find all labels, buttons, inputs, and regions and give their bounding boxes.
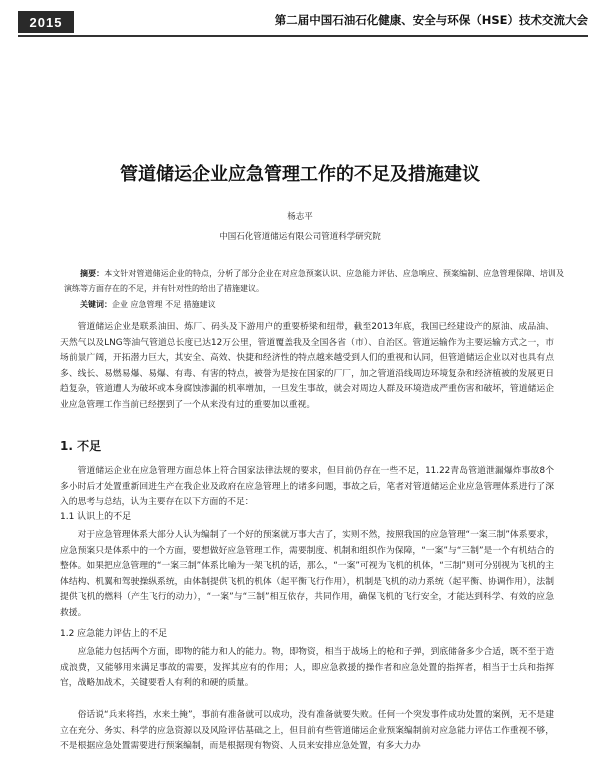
abstract <box>64 266 564 296</box>
abstract-text: 本文针对管道储运企业的特点，分析了部分企业在对应急预案认识、应急能力评估、应急响应、预案编制、应急管理保障、培训及演练等方面存在的不足，并有针对性的给出了措施建议。 <box>64 269 564 293</box>
body-paragraph: 管道储运企业在应急管理方面总体上符合国家法律法规的要求，但目前仍存在一些不足，11.22青岛管道泄漏爆炸事故8个多小时后才处置重新回进生产在我企业及政府在应急管理上的诸多问题，事故之后，笔者对管道储运企业应急管理体系进行了深入的思考与总结，认为主要存在以下方面的不足： <box>60 466 554 508</box>
subsection-heading: 1.1 认识上的不足 <box>60 512 132 522</box>
body-paragraph: 俗话说“兵来将挡，水来土掩”，事前有准备就可以成功，没有准备就要失败。任何一个突发事件成功处置的案例，无不是建立在充分、务实、科学的应急资源以及风险评估基础之上，但目前有些管道储运企业预案编制前对应急能力评估工作重视不够，不是根据应急处置需要进行预案编制，而是根据现有物资、人员来安排应急处置，有多大力办 <box>60 710 554 752</box>
subsection-heading: 1.2 应急能力评估上的不足 <box>60 629 168 639</box>
keywords-text: 企业 应急管理 不足 措施建议 <box>112 300 216 309</box>
article-affiliation: 中国石化管道储运有限公司管道科学研究院 <box>219 232 381 242</box>
body-paragraph: 应急能力包括两个方面，即物的能力和人的能力。物，即物资，相当于战场上的枪和子弹，到底储备多少合适，既不至于造成浪费，又能够用来满足事故的需要，发挥其应有的作用；人，即应急救援的操作者和应急处置的指挥者，相当于士兵和指挥官，战略加战术，关键要看人有利的和硬的质量。 <box>60 647 554 689</box>
running-header-title: 第二届中国石油石化健康、安全与环保（HSE）技术交流大会 <box>274 13 588 27</box>
section-heading: 1. 不足 <box>60 439 102 453</box>
keywords-label: 关键词： <box>80 299 112 309</box>
keywords <box>64 297 564 312</box>
abstract-label: 摘要： <box>80 268 105 278</box>
article-author: 杨志平 <box>287 212 313 222</box>
header-rule <box>18 35 588 37</box>
body-paragraph: 对于应急管理体系大部分人认为编制了一个好的预案就万事大吉了，实则不然，按照我国的应急管理“一案三制”体系要求，应急预案只是体系中的一个方面，要想做好应急管理工作，需要制度、机制和组织作为保障，“一案”与“三制”是一个有机结合的整体。如果把应急管理的“一案三制”体系比喻为一架飞机的话，那么，“一案”可视为飞机的机体，“三制”则可分别视为飞机的主体结构、机翼和驾驶操纵系统，由体制提供飞机的机体（起平衡飞行作用），机制是飞机的动力系统（起平衡、协调作用），法制提供飞机的燃料（产生飞行的动力），“一案”与“三制”相互依存，共同作用，确保飞机的飞行安全，才能达到科学、有效的应急救援。 <box>60 530 554 618</box>
header-year-badge: 2015 <box>18 11 74 33</box>
article-title: 管道储运企业应急管理工作的不足及措施建议 <box>120 164 480 185</box>
body-paragraph: 管道储运企业是联系油田、炼厂、码头及下游用户的重要桥梁和纽带，截至2013年底，我国已经建设产的原油、成品油、天然气以及LNG等油气管道总长度已达12万公里，管道覆盖我及全国各省（市）、自治区。管道运输作为主要运输方式之一，市场前景广阔，开拓潜力巨大，其安全、高效、快捷和经济性的特点越来越受到人们的重视和认同，但管道储运企业以对也具有点多、线长、易燃易爆、易爆、有毒、有害的特点，被誉为是按在国家的厂厂，加之管道沿线周边环境复杂和经济植被的发展更日趋复杂，管道遭人为破坏或本身腐蚀渗漏的机率增加，一旦发生事故，就会对周边人群及环境造成严重伤害和破坏，管道储运企业应急管理工作当前已经摆到了一个从来没有过的重要加以重视。 <box>60 322 554 410</box>
